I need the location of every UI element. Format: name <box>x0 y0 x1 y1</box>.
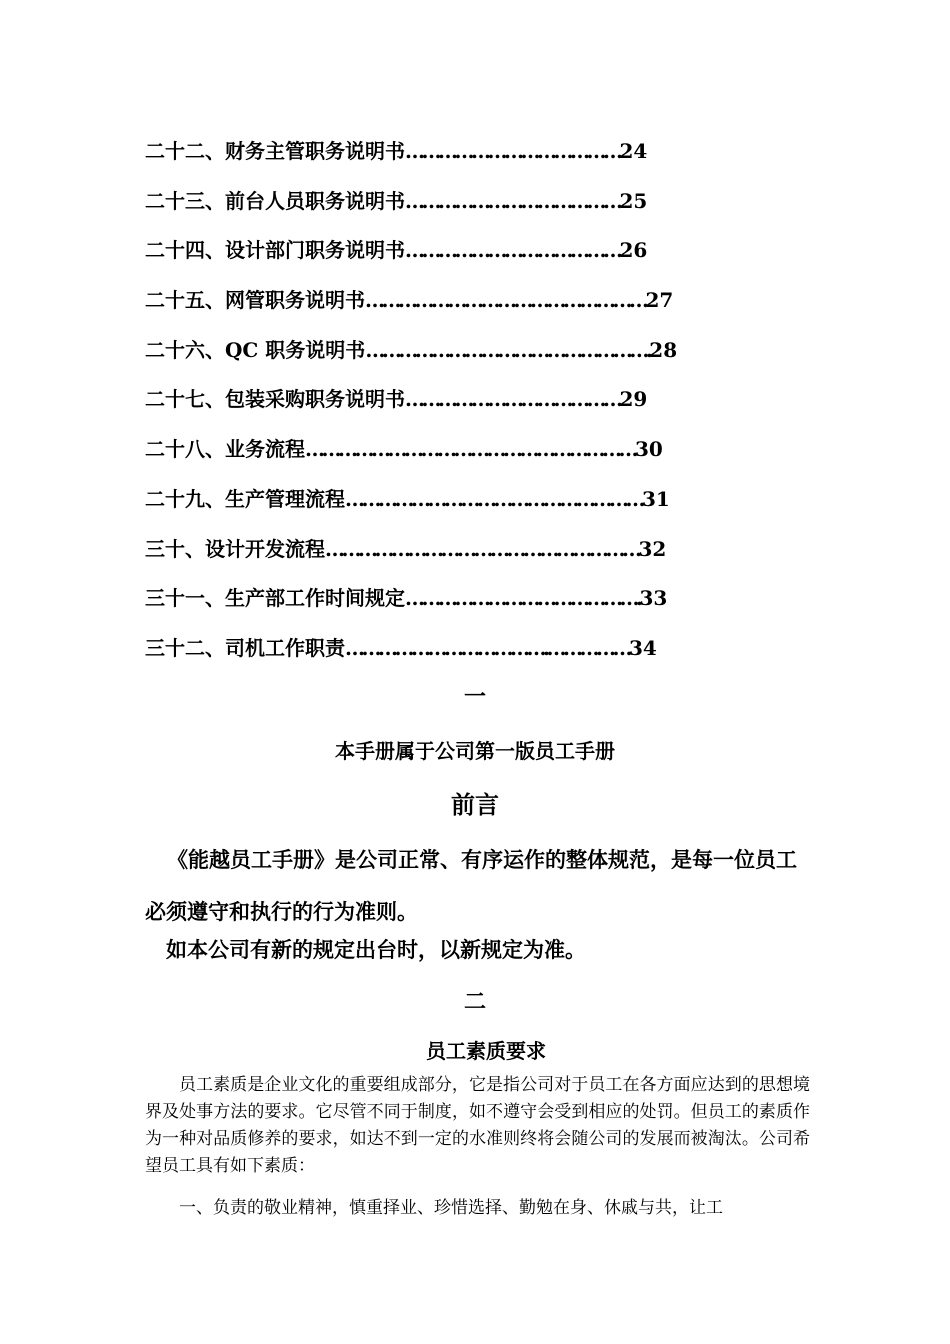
toc-entry-leader: ………………………………… <box>405 188 620 213</box>
toc-entry-leader: ……………………………………. <box>405 586 640 611</box>
toc-entry-label: 二十八、业务流程 <box>145 437 305 462</box>
toc-entry <box>145 579 745 629</box>
toc-entry-leader: ……………………………………………. <box>365 337 650 362</box>
toc-entry-label: 二十四、设计部门职务说明书 <box>145 238 405 263</box>
toc-entry-leader: …………………………………………… <box>365 288 646 313</box>
toc-entry-leader: …………………………………………………… <box>305 437 635 462</box>
toc-entry-label: 二十六、QC 职务说明书 <box>145 337 366 362</box>
toc-entry-page: 33 <box>639 586 668 611</box>
toc-entry <box>145 530 745 580</box>
toc-entry-label: 三十一、生产部工作时间规定 <box>145 586 405 611</box>
toc-entry-page: 29 <box>619 387 648 412</box>
toc-entry-label: 二十二、财务主管职务说明书 <box>145 139 405 163</box>
toc-entry-page: 34 <box>628 635 657 660</box>
toc-entry-label: 二十九、生产管理流程 <box>145 486 345 511</box>
preface-heading: 前言 <box>451 790 499 819</box>
staff-quality-heading: 员工素质要求 <box>426 1039 546 1063</box>
toc-entry-page: 24 <box>619 139 648 163</box>
toc-entry-label: 三十二、司机工作职责 <box>145 635 345 660</box>
table-of-contents <box>145 132 745 679</box>
toc-entry-page: 31 <box>642 486 670 511</box>
toc-entry-leader: ………………………………… <box>405 387 620 412</box>
toc-entry <box>145 281 745 331</box>
toc-entry-page: 30 <box>635 437 663 462</box>
toc-entry <box>145 430 745 480</box>
section-number-2: 二 <box>463 989 486 1015</box>
preface-paragraph: 《能越员工手册》是公司正常、有序运作的整体规范，是每一位员工必须遵守和执行的行为准则。 <box>145 847 798 924</box>
quality-item-1: 一、负责的敬业精神，慎重择业、珍惜选择、勤勉在身、休戚与共，让工 <box>179 1198 723 1218</box>
toc-entry-leader: ………………………………… <box>405 139 620 163</box>
preface-note: 如本公司有新的规定出台时，以新规定为准。 <box>166 937 586 962</box>
toc-entry <box>145 480 745 530</box>
staff-quality-paragraph: 员工素质是企业文化的重要组成部分，它是指公司对于员工在各方面应达到的思想境界及处事方法的要求。它尽管不同于制度，如不遵守会受到相应的处罚。但员工的素质作为一种对品质修养的要求，如达不到一定的水准则终将会随公司的发展而被淘汰。公司希望员工具有如下素质： <box>145 1075 810 1176</box>
toc-entry-leader: ……………………………….…………… <box>345 635 629 660</box>
toc-entry-leader: ………………………………… <box>405 238 620 263</box>
toc-entry <box>145 331 745 381</box>
toc-entry-page: 26 <box>619 238 648 263</box>
toc-entry-leader: ………………………………………………… <box>325 536 639 561</box>
toc-entry-label: 三十、设计开发流程 <box>145 536 325 561</box>
toc-entry-page: 32 <box>638 536 667 561</box>
section-number-1: 一 <box>463 684 486 710</box>
toc-entry-page: 28 <box>649 337 678 362</box>
toc-entry-label: 二十三、前台人员职务说明书 <box>145 188 405 213</box>
toc-entry <box>145 380 745 430</box>
toc-entry-label: 二十五、网管职务说明书 <box>145 288 365 313</box>
toc-entry-page: 27 <box>645 288 674 313</box>
manual-edition-note: 本手册属于公司第一版员工手册 <box>335 739 615 763</box>
toc-entry <box>145 132 745 182</box>
toc-entry-page: 25 <box>619 188 648 213</box>
toc-entry-leader: ……………………………………………… <box>345 486 642 511</box>
toc-entry-label: 二十七、包装采购职务说明书 <box>145 387 405 412</box>
toc-entry <box>145 182 745 232</box>
toc-entry <box>145 231 745 281</box>
toc-entry <box>145 629 745 679</box>
